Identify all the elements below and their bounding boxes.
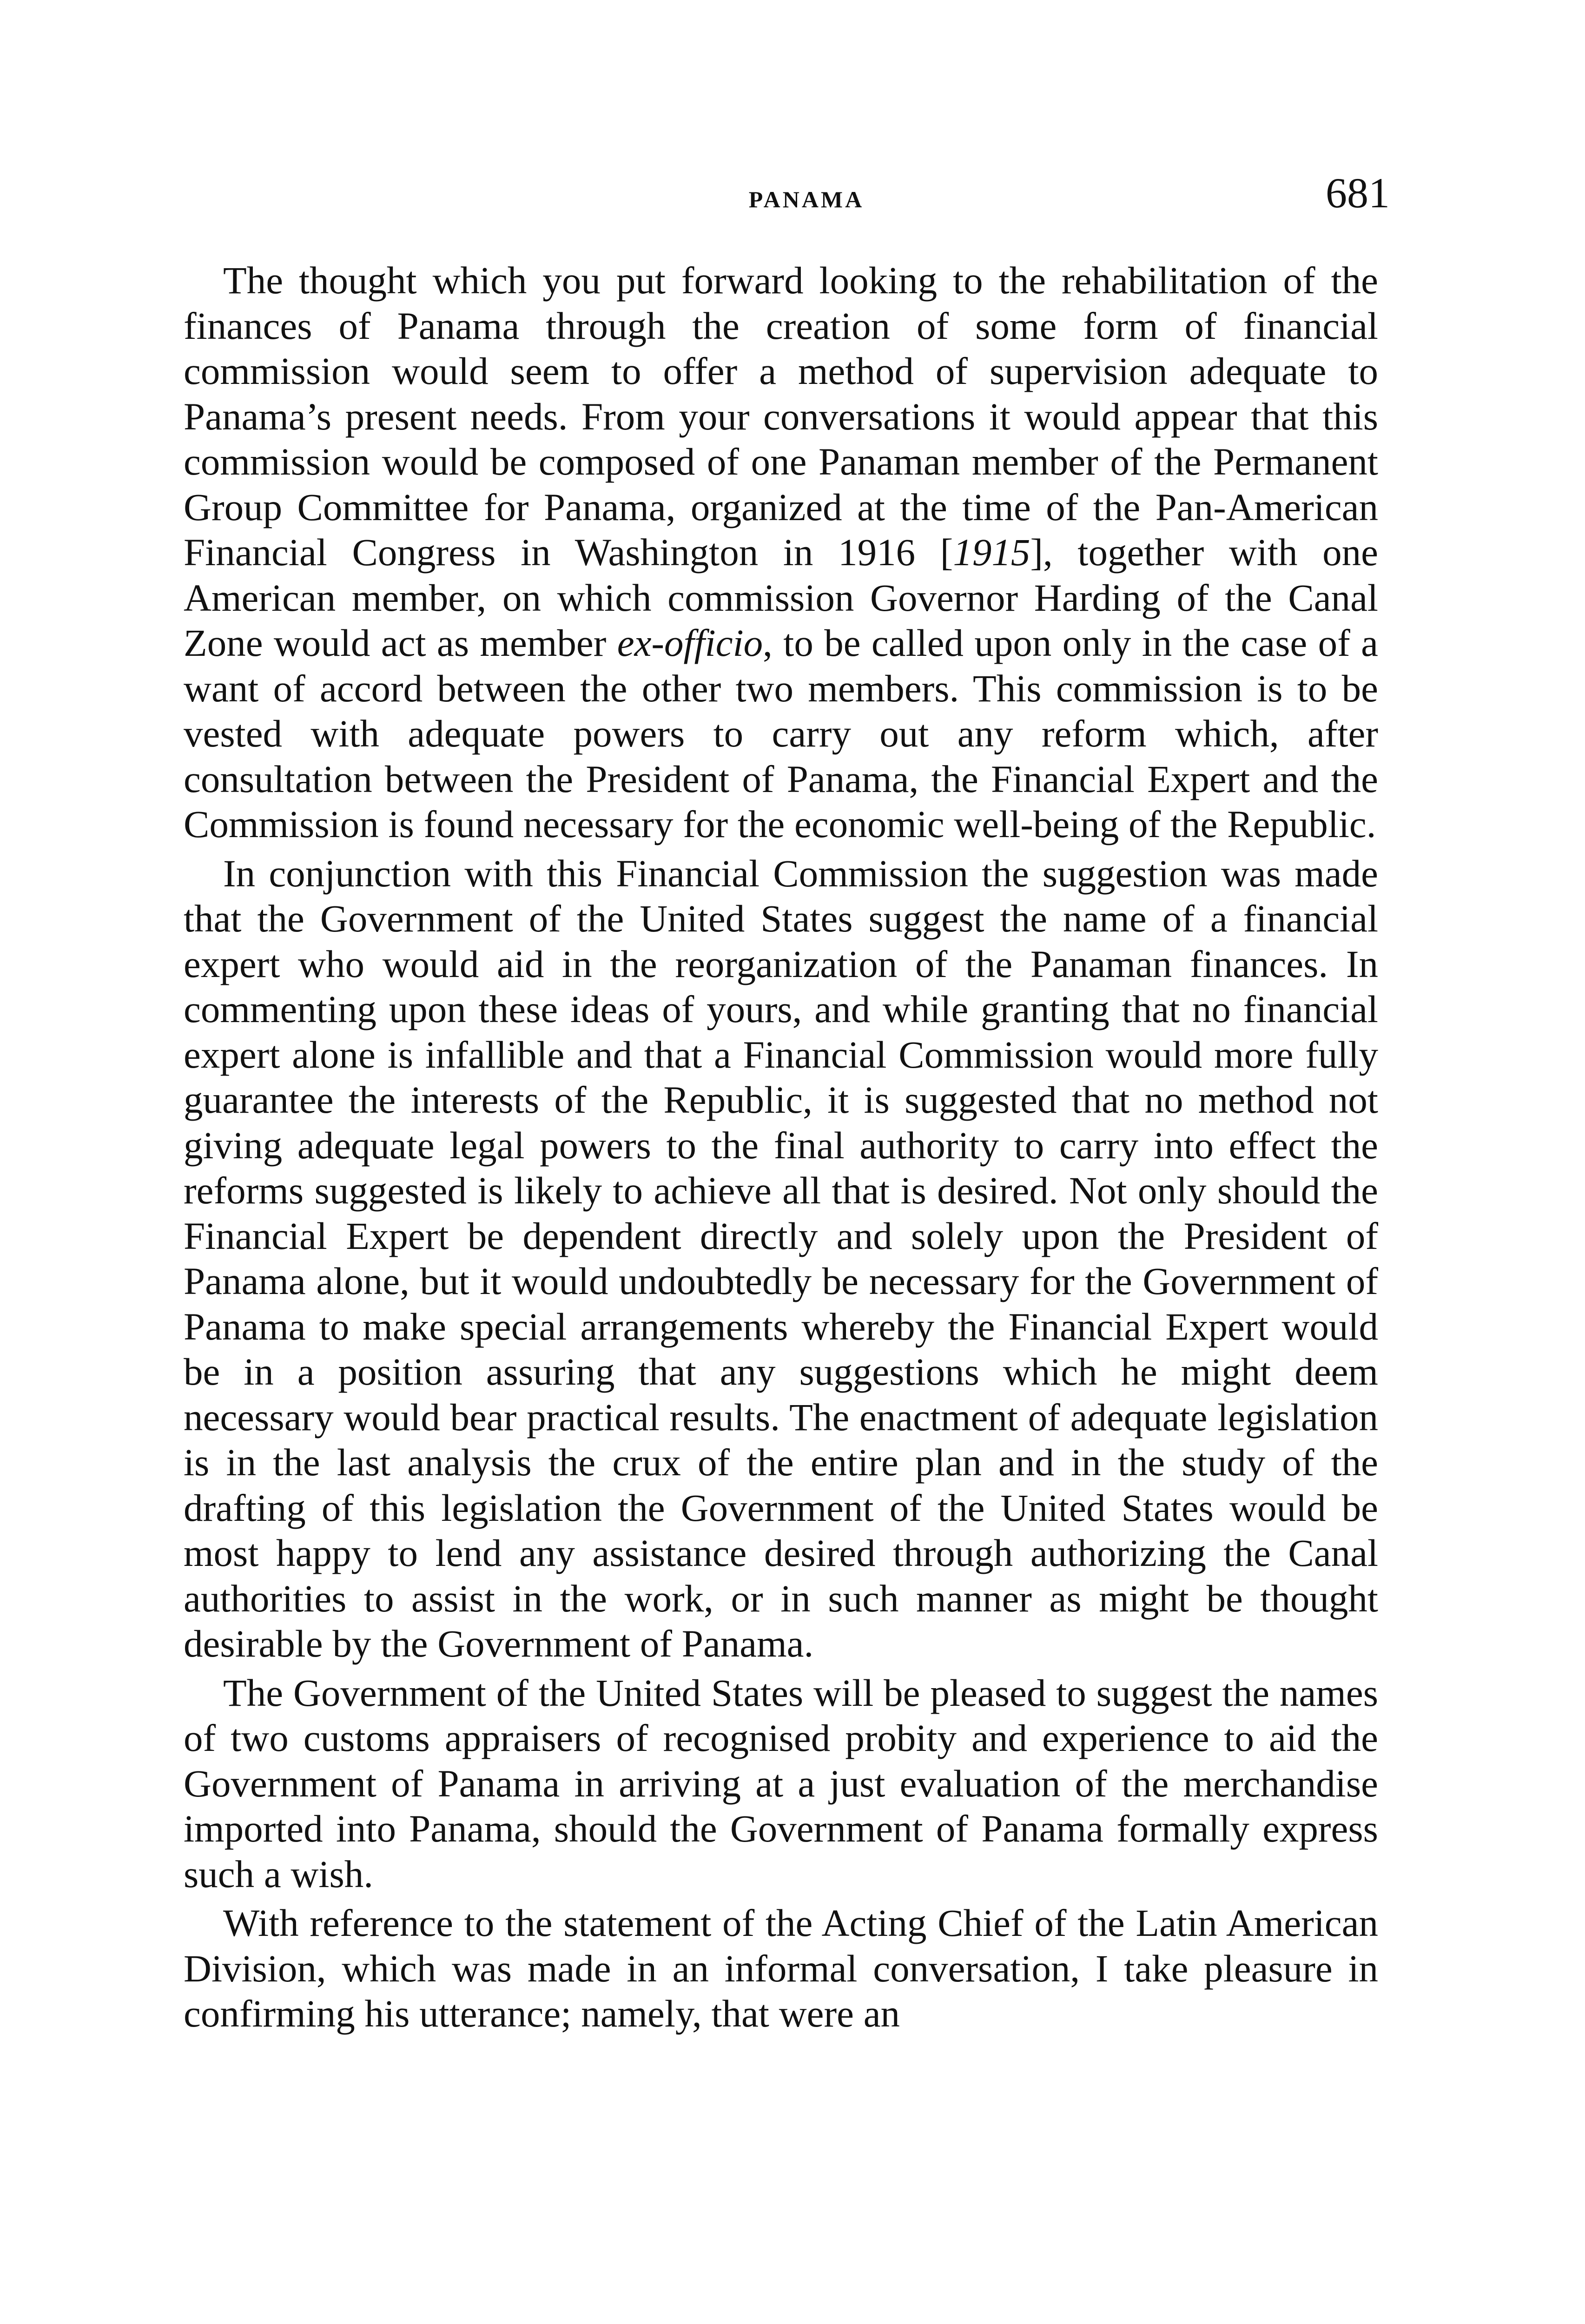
paragraph-3: The Government of the United States will be pleased to suggest the names of two customs appraisers of recognised probity and experience to aid the Government of Panama in arriving at a just evaluation of the merchandise imported into Panama, should the Government of Panama formally express such a wish.	[184, 1671, 1378, 1895]
paragraph-1-text-continued: ], together with one American member, on which commission Governor Harding of the Canal Zone would act as member	[184, 531, 1379, 664]
bracketed-year-correction: 1915	[953, 531, 1030, 574]
paragraph-1-text: The thought which you put forward looking to the rehabilitation of the finances of Panama through the creation of some form of financial commission would seem to offer a method of supervision adequate to Panama’s present needs. From your conversations it would appear that this commission would be composed of one Panaman member of the Permanent Group Committee for Panama, organized at the time of the Pan-American Financial Congress in Washington in 1916 [	[184, 259, 1378, 574]
paragraph-2: In conjunction with this Financial Commission the suggestion was made that the Government of the United States suggest the name of a financial expert who would aid in the reorganization of the Panaman finances. In commenting upon these ideas of yours, and while granting that no financial expert alone is infallible and that a Financial Commission would more fully guarantee the interests of the Republic, it is suggested that no method not giving adequate legal powers to the final authority to carry into effect the reforms suggested is likely to achieve all that is desired. Not only should the Financial Expert be dependent directly and solely upon the President of Panama alone, but it would undoubtedly be necessary for the Government of Panama to make special arrangements whereby the Financial Expert would be in a position assuring that any suggestions which he might deem necessary would bear practical results. The enactment of adequate legislation is in the last analysis the crux of the entire plan and in the study of the drafting of this legislation the Government of the United States would be most happy to lend any assistance desired through authorizing the Canal authorities to assist in the work, or in such manner as might be thought desirable by the Government of Panama.	[184, 852, 1378, 1665]
running-title: PANAMA	[748, 186, 865, 212]
latin-term-ex-officio: ex-officio	[617, 621, 763, 664]
paragraph-1-text-end: , to be called upon only in the case of a want of accord between the other two members. This commission is to be vested with adequate powers to carry out any reform which, after consultation between the President of Panama, the Financial Expert and the Commission is found necessary for the economic well-being of the Republic.	[184, 621, 1378, 845]
running-head	[0, 167, 1585, 232]
paragraph-1	[184, 258, 1378, 847]
paragraph-4: With reference to the statement of the Acting Chief of the Latin American Division, which was made in an informal conversation, I take pleasure in confirming his utterance; namely, that were an	[184, 1901, 1378, 2035]
body-text	[184, 258, 1378, 2037]
page-number: 681	[1326, 169, 1390, 217]
